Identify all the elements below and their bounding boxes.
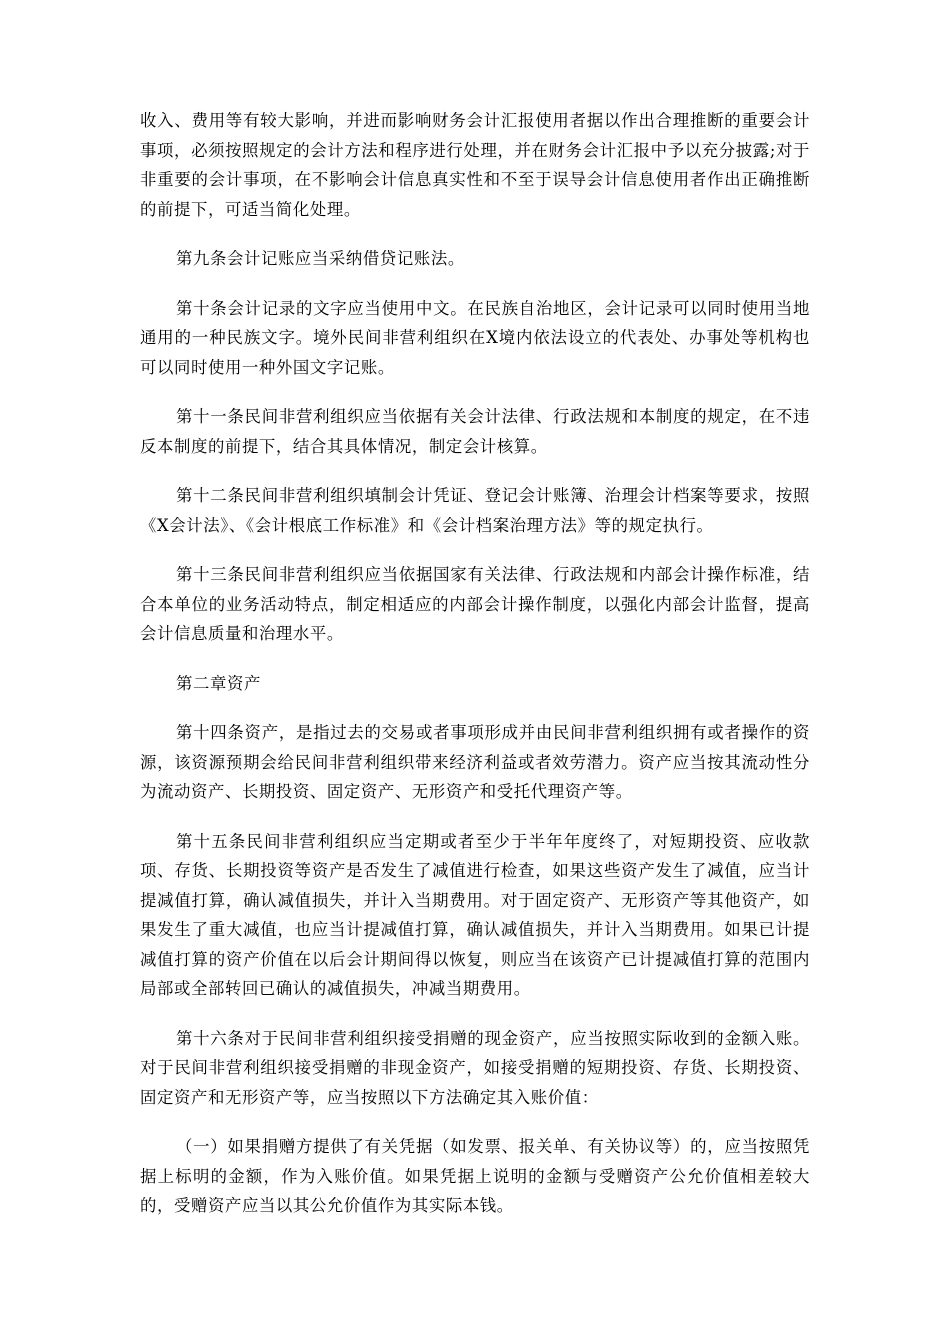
paragraph-item-1: （一）如果捐赠方提供了有关凭据（如发票、报关单、有关协议等）的，应当按照凭据上标明的金额，作为入账价值。如果凭据上说明的金额与受赠资产公允价值相差较大的，受赠资产应当以其公允价值作为其实际本钱。	[140, 1137, 810, 1215]
paragraph-article-13: 第十三条民间非营利组织应当依据国家有关法律、行政法规和内部会计操作标准，结合本单位的业务活动特点，制定相适应的内部会计操作制度，以强化内部会计监督，提高会计信息质量和治理水平。	[140, 565, 810, 643]
paragraph-article-14: 第十四条资产，是指过去的交易或者事项形成并由民间非营利组织拥有或者操作的资源，该资源预期会给民间非营利组织带来经济利益或者效劳潜力。资产应当按其流动性分为流动资产、长期投资、固定资产、无形资产和受托代理资产等。	[140, 723, 810, 801]
paragraph-article-10: 第十条会计记录的文字应当使用中文。在民族自治地区，会计记录可以同时使用当地通用的一种民族文字。境外民间非营利组织在X境内依法设立的代表处、办事处等机构也可以同时使用一种外国文字记账。	[140, 298, 810, 377]
chapter-heading: 第二章资产	[176, 673, 261, 693]
paragraph-article-9: 第九条会计记账应当采纳借贷记账法。	[176, 249, 465, 268]
document-page	[140, 106, 810, 1241]
paragraph-continuation: 收入、费用等有较大影响，并进而影响财务会计汇报使用者据以作出合理推断的重要会计事项，必须按照规定的会计方法和程序进行处理，并在财务会计汇报中予以充分披露;对于非重要的会计事项，在不影响会计信息真实性和不至于误导会计信息使用者作出正确推断的前提下，可适当简化处理。	[140, 111, 810, 219]
paragraph-article-15: 第十五条民间非营利组织应当定期或者至少于半年年度终了，对短期投资、应收款项、存货、长期投资等资产是否发生了减值进行检查，如果这些资产发生了减值，应当计提减值打算，确认减值损失，并计入当期费用。对于固定资产、无形资产等其他资产，如果发生了重大减值，也应当计提减值打算，确认减值损失，并计入当期费用。如果已计提减值打算的资产价值在以后会计期间得以恢复，则应当在该资产已计提减值打算的范围内局部或全部转回已确认的减值损失，冲减当期费用。	[140, 831, 810, 998]
paragraph-article-11: 第十一条民间非营利组织应当依据有关会计法律、行政法规和本制度的规定，在不违反本制度的前提下，结合其具体情况，制定会计核算。	[140, 407, 810, 456]
paragraph-article-16: 第十六条对于民间非营利组织接受捐赠的现金资产，应当按照实际收到的金额入账。对于民间非营利组织接受捐赠的非现金资产，如接受捐赠的短期投资、存货、长期投资、固定资产和无形资产等，应当按照以下方法确定其入账价值：	[140, 1028, 810, 1107]
paragraph-article-12: 第十二条民间非营利组织填制会计凭证、登记会计账簿、治理会计档案等要求，按照《X会计法》、《会计根底工作标准》和《会计档案治理方法》等的规定执行。	[140, 486, 810, 535]
